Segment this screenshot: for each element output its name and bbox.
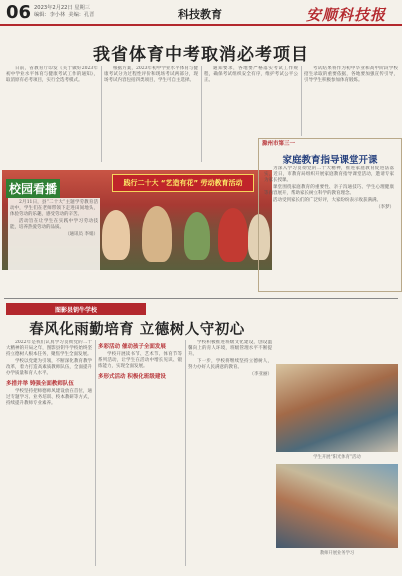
school-reporter: （通讯员 李娟） — [65, 232, 98, 237]
header-rule — [0, 24, 402, 26]
story-subhead: 多彩活动 催动孩子全面发展 — [98, 344, 166, 350]
activity-banner-text: 践行二十大 “艺造有花” 劳动教育活动 — [123, 179, 243, 187]
story-paragraph: 下一步，学校将继续坚持立德树人，努力办好人民满意的教育。 — [188, 359, 272, 370]
main-article-paragraph: 日前，省教育厅印发《关于做好2023年初中学业水平体育与健康考试工作的通知》，取消原有必考项目，实行全选考模式。 — [6, 66, 98, 83]
column-divider — [201, 66, 202, 162]
school-paragraph: 活动旨在让学生在实践中学习劳动技能，培养热爱劳动的品质。 — [10, 219, 98, 230]
main-article-col-4 — [304, 66, 398, 136]
column-divider — [185, 340, 186, 566]
issue-meta: 2023年2月22日 星期三 编辑：李小林 美编：孔晋 — [34, 5, 95, 18]
story-paragraph: 学校积极推进班级文化建设，创设温馨向上的育人环境，班级管理水平不断提升。 — [188, 340, 272, 357]
column-divider — [95, 340, 96, 566]
story-subhead: 多形式活动 积极化班级建设 — [98, 374, 166, 380]
photo-caption: 学生开展“阳光体育”活动 — [313, 455, 361, 460]
side-column-title: 滁州市第三一 — [262, 141, 296, 147]
school-paragraph: 2月11日，县“二十大”主题学劳教育活动中，学生们在老师带领下走进田间地头，体验劳动的乐趣，感受劳动的辛苦。 — [10, 200, 98, 217]
photo-caption: 教师开展业务学习 — [319, 551, 355, 556]
story-subhead: 多措并举 铸强全面教师队伍 — [6, 381, 74, 387]
side-headline: 家庭教育指导课堂开课 — [282, 155, 378, 166]
story-paragraph: 学校坚持把师德师风建设放在首位，通过专题学习、业务培训、校本教研等方式，持续提升教师专业素养。 — [6, 389, 92, 406]
story-col-3 — [188, 340, 272, 566]
student-figure — [102, 210, 130, 260]
side-paragraph: 课堂围绕家庭教育的重要性、亲子沟通技巧、学生心理健康等内容展开，帮助家长树立科学的教育理念。 — [264, 185, 394, 196]
page-number: 06 — [6, 2, 32, 23]
newspaper-logo: 安顺科技报 — [306, 6, 387, 24]
story-col-1 — [6, 340, 92, 566]
story-label — [6, 303, 146, 315]
main-article-col-2 — [104, 66, 198, 162]
story-headline: 春风化雨勤培育 立德树人守初心 — [29, 322, 245, 338]
story-reporter: （李亚丽） — [249, 372, 272, 377]
main-article-col-3 — [204, 66, 298, 136]
story-label-text: 图影县钥牛学校 — [54, 307, 97, 314]
section-title: 科技教育 — [178, 8, 222, 21]
student-figure — [218, 208, 248, 262]
activity-banner — [112, 174, 254, 192]
story-paragraph: 2022年是我们认真学习贯彻党的二十大精神的开局之年，图影县钥牛学校始终坚持立德树人根本任务，聚焦学生全面发展。 — [6, 340, 92, 357]
main-article-paragraph: 根据方案，2023年初中学业水平体育与健康考试分为过程性评价和现场考试两部分，现场考试内容包括四类项目，学生可自主选择。 — [104, 66, 198, 83]
side-reporter: （李梦） — [376, 205, 394, 210]
student-figure — [184, 212, 210, 260]
story-paragraph: 学校开展读书节、艺术节、体育节等系列活动，让学生在活动中增长见识、锻炼能力，实现全面发展。 — [98, 352, 182, 369]
section-tag: 校园看播 — [6, 179, 60, 198]
story-paragraph: 学校以党建为引领，不断深化教育教学改革，着力打造高素质教师队伍，全面提升办学质量和育人水平。 — [6, 359, 92, 376]
story-photo-2 — [276, 464, 398, 548]
main-article-col-1 — [6, 66, 98, 162]
main-headline: 我省体育中考取消必考项目 — [93, 45, 309, 65]
side-paragraph: 活动受到家长们的广泛好评，大家纷纷表示收获满满。 — [273, 198, 381, 203]
student-figure — [142, 206, 172, 262]
section-divider — [4, 298, 398, 299]
main-article-paragraph: 考试结果将作为初中毕业和高中阶段学校招生录取的重要依据，各地要加强宣传引导，引导学生积极参加体育锻炼。 — [304, 66, 398, 83]
side-paragraph: 为深入学习贯彻党的二十大精神，推进家庭教育促进法落实，近日，市教育局组织开展家庭教育指导课堂活动，邀请专家为家长授课。 — [264, 166, 394, 183]
column-divider — [101, 66, 102, 162]
school-article — [8, 198, 100, 272]
story-col-2 — [98, 340, 182, 566]
story-photo-1 — [276, 364, 398, 452]
column-divider — [301, 66, 302, 136]
main-article-paragraph: 通知要求，各地要严格落实考试工作规程，确保考试组织安全有序，维护考试公平公正。 — [204, 66, 298, 83]
side-article — [264, 166, 394, 284]
